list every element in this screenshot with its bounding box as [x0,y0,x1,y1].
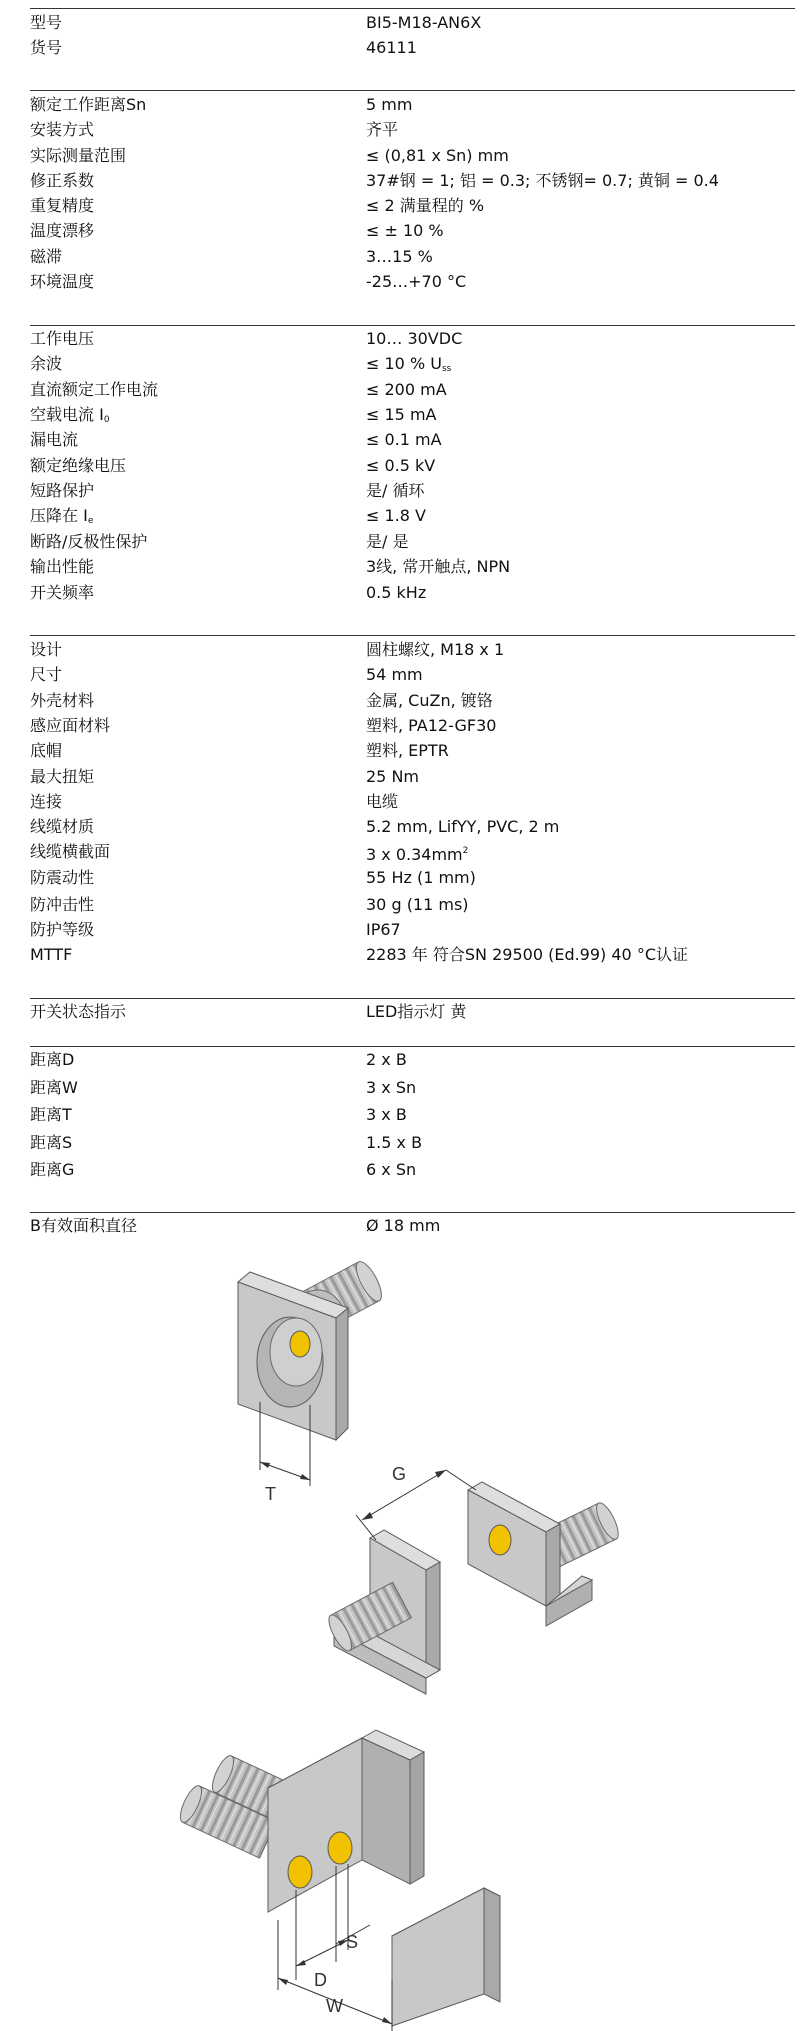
spec-value: 塑料, EPTR [366,741,449,760]
spec-value: 齐平 [366,120,399,139]
spec-key: 实际测量范围 [30,146,127,165]
spec-key: 线缆横截面 [30,842,111,861]
spec-value: 3…15 % [366,247,433,266]
spec-value: ≤ 0.1 mA [366,430,442,449]
spec-value: 10… 30VDC [366,329,463,348]
spec-key: 环境温度 [30,272,95,291]
spec-value: ≤ 1.8 V [366,506,426,525]
opposed-mount-diagram [325,1464,623,1694]
spec-key: 漏电流 [30,430,79,449]
spec-value: ≤ 2 满量程的 % [366,196,485,215]
spec-value: 3 x Sn [366,1078,417,1097]
spec-key: 线缆材质 [30,817,95,836]
spec-value: ≤ ± 10 % [366,221,444,240]
spec-key: 开关状态指示 [30,1002,127,1021]
spec-key: 感应面材料 [30,716,111,735]
spec-value: 0.5 kHz [366,583,427,602]
spec-key: 型号 [30,13,63,32]
spec-value: 3线, 常开触点, NPN [366,557,511,576]
spec-value: 3 x B [366,1105,407,1124]
spec-key: 距离D [30,1050,75,1069]
spec-key: 最大扭矩 [30,767,95,786]
spec-value: 塑料, PA12-GF30 [366,716,497,735]
value-subscript: ss [441,364,452,374]
spec-key: 底帽 [30,741,63,760]
spec-value: 1.5 x B [366,1133,423,1152]
label-S: S [346,1932,359,1952]
spec-key: 额定绝缘电压 [30,456,127,475]
spec-key: B有效面积直径 [30,1216,137,1235]
spec-value: ≤ 0.5 kV [366,456,436,475]
spec-value: 46111 [366,38,417,57]
side-by-side-diagram [176,1730,500,2031]
spec-key: 磁滞 [30,247,63,266]
spec-value: 2 x B [366,1050,407,1069]
spec-key: 货号 [30,38,63,57]
spec-value: 5.2 mm, LifYY, PVC, 2 m [366,817,560,836]
spec-key: 防护等级 [30,920,95,939]
label-W: W [326,1996,343,2016]
spec-key: 压降在 $I_e$ [30,506,94,526]
sensor-face-2 [489,1525,511,1555]
spec-value: 54 mm [366,665,423,684]
spec-value: 30 g (11 ms) [366,895,469,914]
spec-key: MTTF [30,945,73,964]
spec-value: BI5-M18-AN6X [366,13,482,32]
label-T: T [265,1484,276,1504]
spec-value: 金属, CuZn, 镀铬 [366,691,493,710]
spec-value: 圆柱螺纹, M18 x 1 [366,640,505,659]
spec-value: 是/ 循环 [366,481,425,500]
sensor-face-3a [288,1856,312,1888]
spec-key: 尺寸 [30,665,63,684]
spec-key: 距离S [30,1133,73,1152]
spec-value: ≤ 200 mA [366,380,447,399]
spec-key: 直流额定工作电流 [30,380,159,399]
spec-key: 防震动性 [30,868,95,887]
spec-value: 5 mm [366,95,413,114]
spec-key: 设计 [30,640,63,659]
spec-key: 连接 [30,792,63,811]
spec-value: IP67 [366,920,401,939]
spec-key: 余波 [30,354,63,373]
sensor-face-1 [290,1331,310,1357]
spec-value: LED指示灯 黄 [366,1002,467,1021]
spec-value: 25 Nm [366,767,419,786]
spec-key: 外壳材料 [30,691,95,710]
spec-value: 6 x Sn [366,1160,417,1179]
spec-value: 37#钢 = 1; 铝 = 0.3; 不锈钢= 0.7; 黄铜 = 0.4 [366,171,719,190]
spec-value: ≤ (0,81 x Sn) mm [366,146,509,165]
value-superscript: 2 [462,846,469,856]
spec-key: 距离G [30,1160,75,1179]
spec-key: 断路/反极性保护 [30,532,148,551]
spec-key: 短路保护 [30,481,95,500]
spec-value: 55 Hz (1 mm) [366,868,476,887]
flush-mount-diagram [238,1258,386,1504]
spec-value: ≤ 15 mA [366,405,437,424]
key-subscript: 0 [103,415,110,425]
sensor-face-3b [328,1832,352,1864]
spec-value: -25…+70 °C [366,272,467,291]
target-plate [392,1888,484,2026]
spec-key: 安装方式 [30,120,95,139]
spec-key: 输出性能 [30,557,95,576]
spec-value: 3 x $0.34mm^2$ [366,845,469,864]
label-G: G [392,1464,407,1484]
key-subscript: e [87,516,94,526]
label-D: D [314,1970,327,1990]
spec-key: 额定工作距离Sn [30,95,147,114]
spec-key: 防冲击性 [30,895,95,914]
spec-key: 重复精度 [30,196,95,215]
spec-key: 修正系数 [30,171,95,190]
spec-key: 开关频率 [30,583,95,602]
spec-key: 距离T [30,1105,72,1124]
spec-key: 空载电流 $I_0$ [30,405,110,425]
spec-value: 电缆 [366,792,399,811]
spec-value: ≤ 10 % $U_{ss}$ [366,354,452,374]
spec-value: 是/ 是 [366,532,409,551]
spec-key: 温度漂移 [30,221,95,240]
spec-key: 工作电压 [30,329,95,348]
spec-value: 2283 年 符合SN 29500 (Ed.99) 40 °C认证 [366,945,688,964]
spec-value: Ø 18 mm [366,1216,441,1235]
spec-key: 距离W [30,1078,78,1097]
